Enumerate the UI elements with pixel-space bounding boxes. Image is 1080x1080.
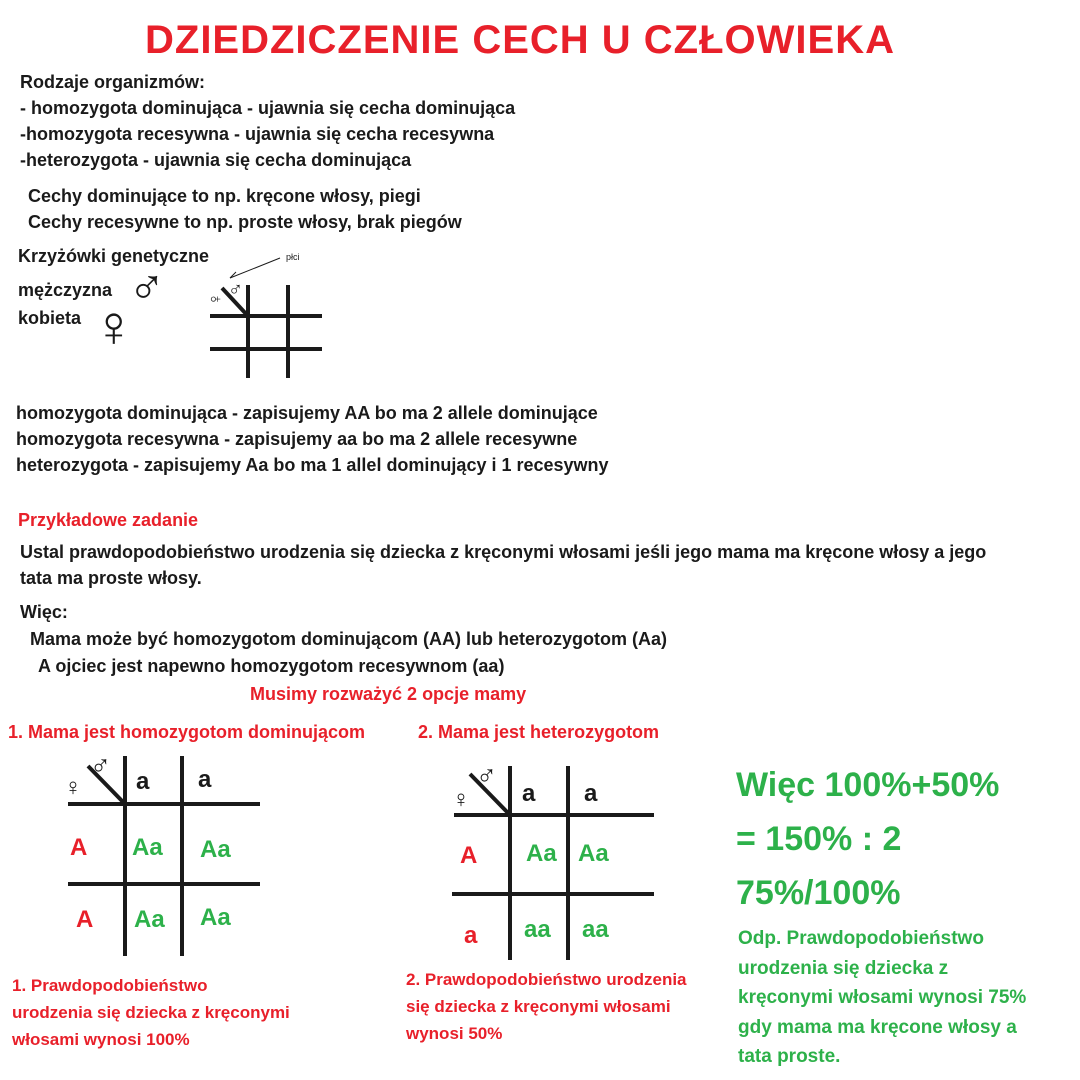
square1-col-allele: a — [198, 766, 212, 793]
example-task — [20, 539, 986, 591]
summary-line: Więc 100%+50% — [736, 766, 1000, 804]
square1-col-allele: a — [136, 768, 150, 795]
square2-cell: Aa — [578, 840, 609, 867]
example-heading: Przykładowe zadanie — [18, 510, 199, 530]
result-line: wynosi 50% — [406, 1024, 503, 1043]
summary-calc — [736, 758, 999, 920]
square2-cell: aa — [524, 916, 551, 943]
mother-line: Mama może być homozygotom dominującom (AA) lub heterozygotom (Aa) — [30, 629, 668, 649]
square1-cell: Aa — [200, 836, 231, 863]
answer-line: kręconymi włosami wynosi 75% — [738, 987, 1027, 1008]
type-item: -heterozygota - ujawnia się cecha dominująca — [20, 150, 412, 170]
square1-female-icon: ♀ — [64, 774, 82, 801]
square1-cell: Aa — [200, 904, 231, 931]
consider-line: Musimy rozważyć 2 opcje mamy — [250, 684, 527, 704]
genotype-item: heterozygota - zapisujemy Aa bo ma 1 allel dominujący i 1 recesywny — [16, 455, 609, 475]
square1-row-allele: A — [76, 906, 94, 933]
types-heading: Rodzaje organizmów: — [20, 72, 206, 92]
male-symbol-icon: ♂ — [128, 259, 166, 315]
answer-line: tata proste. — [738, 1046, 841, 1067]
answer-line: Odp. Prawdopodobieństwo — [738, 928, 984, 949]
genotype-item: homozygota recesywna - zapisujemy aa bo ma 2 allele recesywne — [16, 429, 578, 449]
page-title: DZIEDZICZENIE CECH U CZŁOWIEKA — [145, 18, 895, 62]
result-line: urodzenia się dziecka z kręconymi — [12, 1003, 290, 1022]
summary-line: = 150% : 2 — [736, 820, 902, 858]
female-label: kobieta — [18, 308, 82, 328]
task-line: tata ma proste włosy. — [20, 568, 202, 588]
option2-heading: 2. Mama jest heterozygotom — [418, 722, 660, 742]
type-item: -homozygota recesywna - ujawnia się cecha recesywna — [20, 124, 495, 144]
square2-col-allele: a — [522, 780, 536, 807]
square2-cell: aa — [582, 916, 609, 943]
type-item: - homozygota dominująca - ujawnia się cecha dominująca — [20, 98, 516, 118]
square1-male-icon: ♂ — [90, 750, 111, 781]
sample-female-icon: ♀ — [204, 292, 225, 306]
square2-female-icon: ♀ — [452, 786, 470, 813]
result-line: 1. Prawdopodobieństwo — [12, 976, 208, 995]
male-label: mężczyzna — [18, 280, 113, 300]
trait-item: Cechy recesywne to np. proste włosy, brak piegów — [28, 212, 462, 232]
task-line: Ustal prawdopodobieństwo urodzenia się dziecka z kręconymi włosami jeśli jego mama ma kręcone włosy a jego — [20, 542, 987, 562]
result-line: włosami wynosi 100% — [12, 1030, 190, 1049]
square2-row-allele: a — [464, 922, 478, 949]
so-label: Więc: — [20, 602, 68, 622]
square1-cell: Aa — [134, 906, 165, 933]
option1-result — [12, 972, 290, 1053]
square2-col-allele: a — [584, 780, 598, 807]
square1-cell: Aa — [132, 834, 163, 861]
sex-note: płci — [286, 252, 300, 262]
types-list — [20, 95, 515, 173]
genotype-list — [16, 400, 609, 478]
option2-result — [406, 966, 687, 1047]
summary-answer — [738, 924, 1026, 1072]
square2-row-allele: A — [460, 842, 478, 869]
female-symbol-icon: ♀ — [92, 294, 136, 359]
result-line: 2. Prawdopodobieństwo urodzenia — [406, 970, 687, 989]
genotype-item: homozygota dominująca - zapisujemy AA bo ma 2 allele dominujące — [16, 403, 598, 423]
trait-item: Cechy dominujące to np. kręcone włosy, piegi — [28, 186, 421, 206]
result-line: się dziecka z kręconymi włosami — [406, 997, 671, 1016]
father-line: A ojciec jest napewno homozygotom recesywnom (aa) — [38, 656, 505, 676]
summary-line: 75%/100% — [736, 874, 901, 912]
square2-male-icon: ♂ — [476, 760, 497, 791]
sample-punnett-grid — [200, 250, 330, 380]
answer-line: urodzenia się dziecka z — [738, 957, 949, 979]
answer-line: gdy mama ma kręcone włosy a — [738, 1016, 1017, 1038]
traits-list — [28, 183, 462, 235]
option1-heading: 1. Mama jest homozygotom dominującom — [8, 722, 366, 742]
square1-row-allele: A — [70, 834, 88, 861]
sample-male-icon: ♂ — [228, 279, 243, 301]
crosses-heading: Krzyżówki genetyczne — [18, 246, 210, 266]
square2-cell: Aa — [526, 840, 557, 867]
